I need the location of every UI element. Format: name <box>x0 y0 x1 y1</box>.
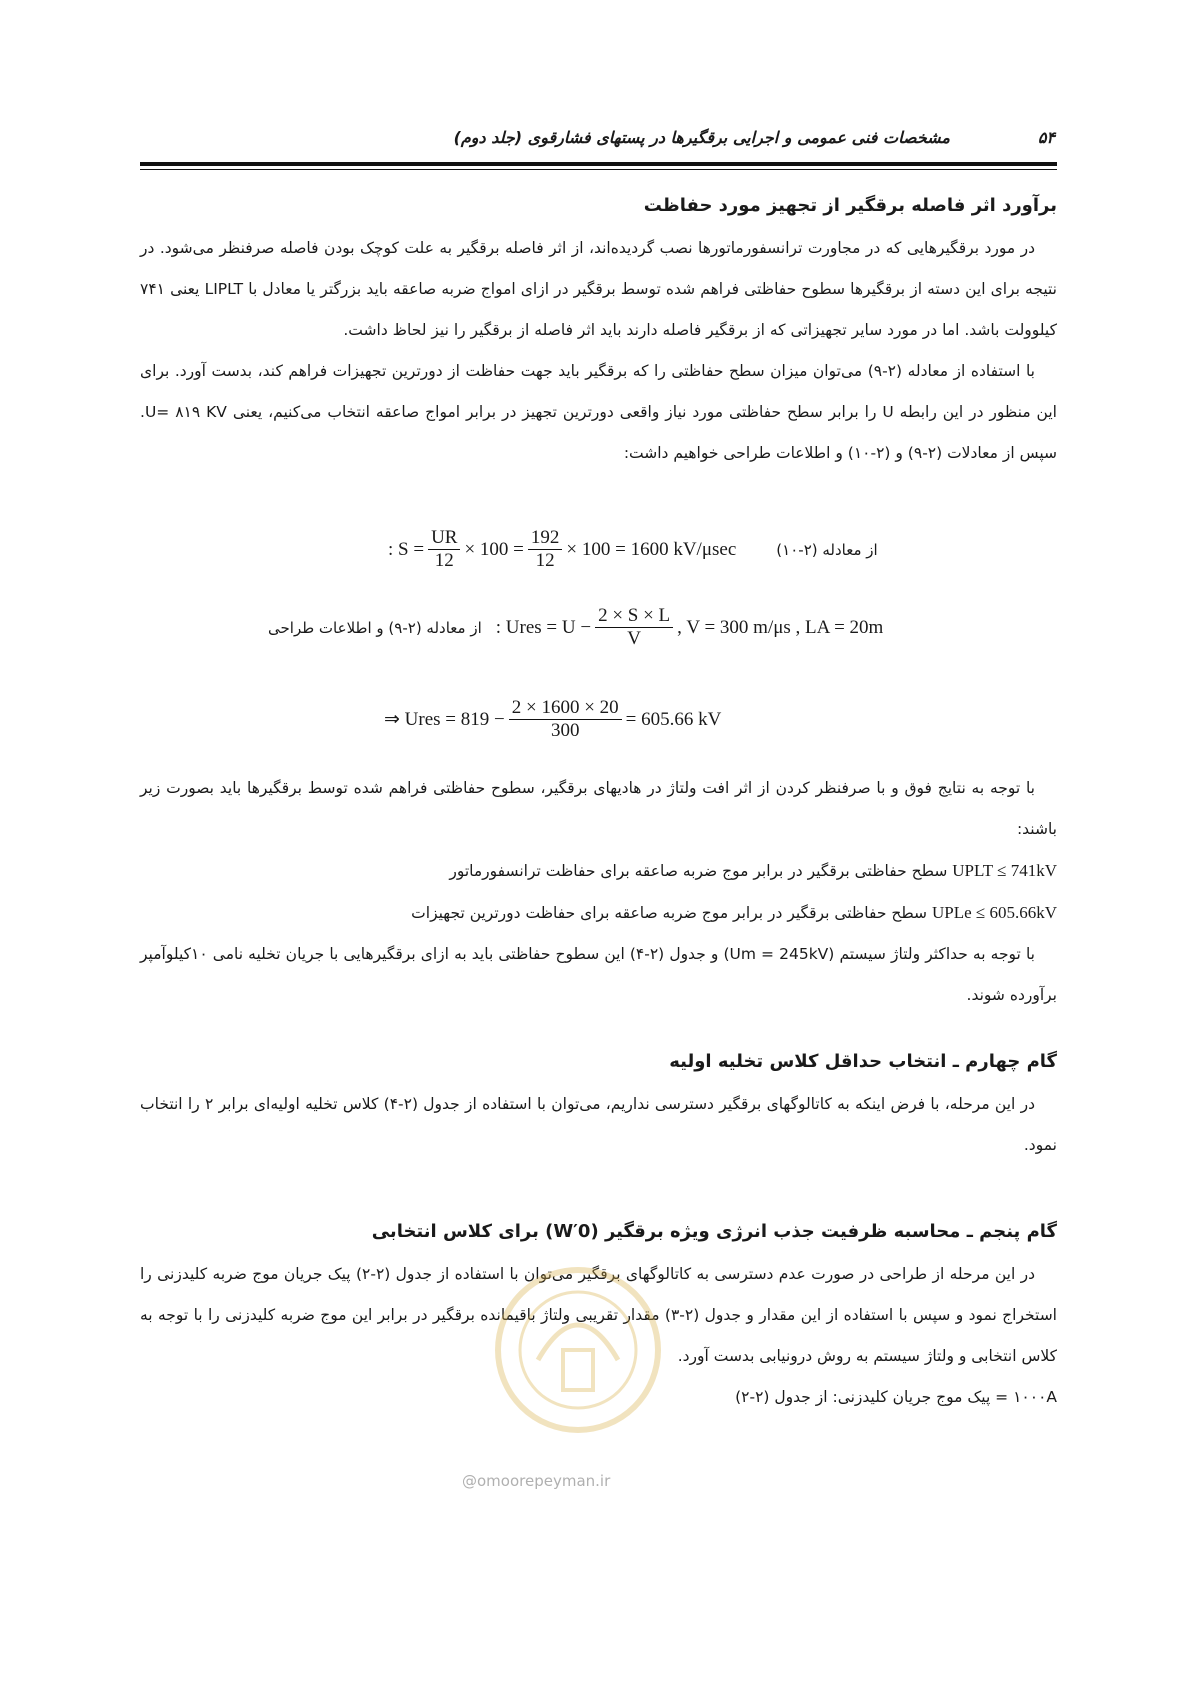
section-protection-levels <box>140 768 1057 1016</box>
numerator: 2 × S × L <box>595 605 673 628</box>
header-rule-thin <box>140 169 1057 170</box>
denominator: V <box>627 628 641 649</box>
equation-s <box>388 527 878 572</box>
paragraph: در مورد برقگیرهایی که در مجاورت ترانسفورماتورها نصب گردیده‌اند، از اثر فاصله برقگیر به علت کوچک بودن فاصله صرفنظر می‌شود. در نتیجه برای این دسته از برقگیرها سطوح حفاظتی فراهم شده توسط برقگیر در ازای امواج ضربه صاعقه باید بزرگتر یا معادل با LIPLT یعنی ۷۴۱ کیلوولت باشد. اما در مورد سایر تجهیزاتی که از برقگیر فاصله دارند باید اثر فاصله از برقگیر را نیز لحاظ داشت. <box>140 239 1058 339</box>
equation-lhs: ⇒ Ures = 819 − <box>384 709 505 730</box>
equation-ures <box>268 605 883 650</box>
running-title: مشخصات فنی عمومی و اجرایی برقگیرها در پستهای فشارقوی (جلد دوم) <box>453 128 950 147</box>
protection-line-transformer <box>140 850 1057 892</box>
numerator: 2 × 1600 × 20 <box>509 697 622 720</box>
equation-label: از معادله (۲-۹) و اطلاعات طراحی <box>268 618 482 637</box>
equation-rhs: = 605.66 kV <box>625 708 722 730</box>
denominator: 12 <box>434 550 454 571</box>
line-text: سطح حفاظتی برقگیر در برابر موج ضربه صاعقه برای حفاظت دورترین تجهیزات <box>411 904 928 922</box>
equation-result <box>384 697 721 742</box>
paragraph: در این مرحله از طراحی در صورت عدم دسترسی به کاتالوگهای برقگیر می‌توان با استفاده از جدول (۲-۲) پیک جریان موج ضربه کلیدزنی را استخراج نمود و سپس با استفاده از این مقدار و جدول (۲-۳) مقدار تقریبی ولتاژ باقیمانده برقگیر در برابر این موج ضربه کلیدزنی را با توجه به کلاس انتخابی و ولتاژ سیستم به روش درونیابی بدست آورد. <box>140 1265 1057 1365</box>
denominator: 300 <box>550 720 580 741</box>
paragraph: ۱۰۰۰A = پیک موج جریان کلیدزنی: از جدول (۲-۲) <box>735 1388 1057 1406</box>
denominator: 12 <box>535 550 555 571</box>
line-text: سطح حفاظتی برقگیر در برابر موج ضربه صاعقه برای حفاظت ترانسفورماتور <box>449 862 948 880</box>
page-number: ۵۴ <box>1037 128 1055 147</box>
equation-label: از معادله (۲-۱۰) <box>776 540 878 559</box>
numerator: UR <box>428 527 460 550</box>
paragraph: در این مرحله، با فرض اینکه به کاتالوگهای برقگیر دسترسی نداریم، می‌توان با استفاده از جدول (۲-۴) کلاس تخلیه اولیه‌ای برابر ۲ را انتخاب نمود. <box>140 1095 1057 1154</box>
watermark-logo-icon <box>468 1250 688 1450</box>
header-rule-thick <box>140 162 1057 166</box>
fraction <box>428 527 460 572</box>
section-distance-effect <box>140 184 1057 474</box>
paragraph: با توجه به حداکثر ولتاژ سیستم (Um = 245kV) و جدول (۲-۴) این سطوح حفاظتی باید به ازای برقگیرهایی با جریان تخلیه نامی ۱۰کیلوآمپر برآورده شوند. <box>140 945 1057 1004</box>
fraction <box>509 697 622 742</box>
math-inline: UPLT ≤ 741kV <box>952 861 1057 880</box>
fraction <box>595 605 673 650</box>
equation-rhs: , V = 300 m/μs , LA = 20m <box>677 616 884 638</box>
numerator: 192 <box>528 527 563 550</box>
section-step-four <box>140 1040 1057 1166</box>
paragraph: با استفاده از معادله (۲-۹) می‌توان میزان سطح حفاظتی را که برقگیر باید جهت حفاظت از دورترین تجهیزات فراهم کند، بدست آورد. برای این منظور در این رابطه U را برابر سطح حفاظتی مورد نیاز واقعی دورترین تجهیز در برابر امواج صاعقه انتخاب می‌کنیم، یعنی U= ۸۱۹ KV. سپس از معادلات (۲-۹) و (۲-۱۰) و اطلاعات طراحی خواهیم داشت: <box>140 362 1057 462</box>
protection-line-equipment <box>140 892 1057 934</box>
watermark-url: @omoorepeyman.ir <box>462 1472 611 1490</box>
section-heading: گام پنجم ـ محاسبه ظرفیت جذب انرژی ویژه برقگیر (W′0) برای کلاس انتخابی <box>371 1221 1057 1242</box>
math-inline: UPLe ≤ 605.66kV <box>931 903 1057 922</box>
section-heading: گام چهارم ـ انتخاب حداقل کلاس تخلیه اولیه <box>669 1051 1057 1072</box>
equation-mid: × 100 = <box>464 538 524 560</box>
section-heading: برآورد اثر فاصله برقگیر از تجهیز مورد حفاظت <box>643 195 1057 216</box>
equation-lhs: : S = <box>388 538 425 560</box>
equation-lhs: : Ures = U − <box>495 616 592 638</box>
paragraph: با توجه به نتایج فوق و با صرفنظر کردن از اثر افت ولتاژ در هادیهای برقگیر، سطوح حفاظتی فراهم شده توسط برقگیرها باید بصورت زیر باشند: <box>140 779 1057 838</box>
equation-rhs: × 100 = 1600 kV/μsec <box>566 538 737 560</box>
fraction <box>528 527 563 572</box>
